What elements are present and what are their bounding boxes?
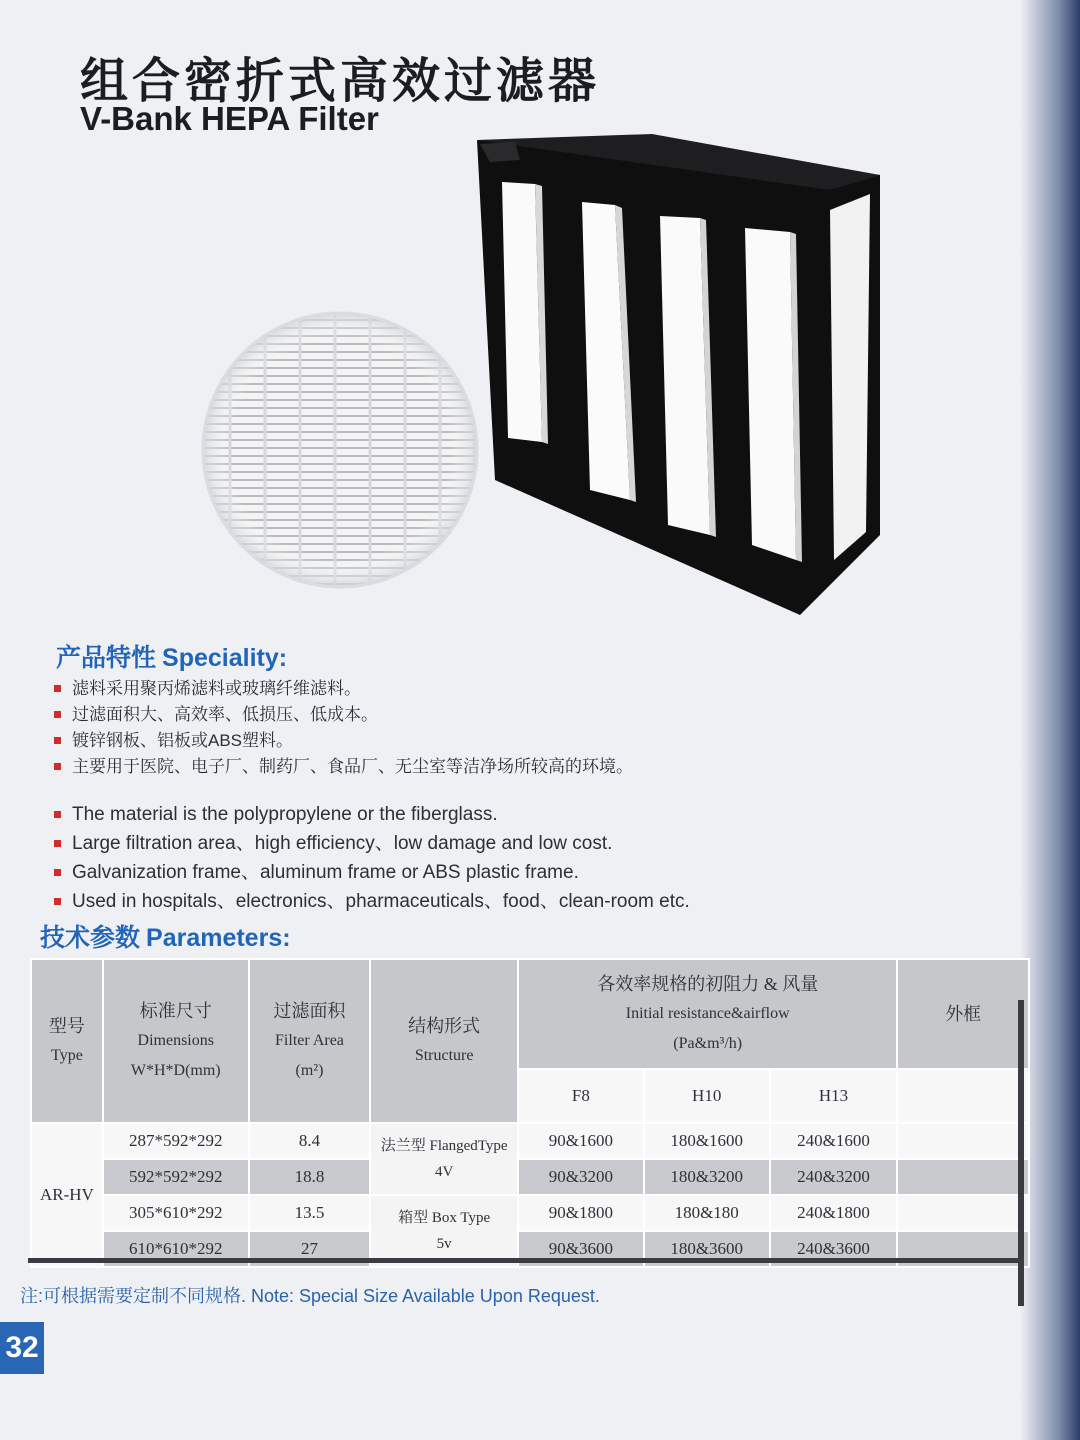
structure-box: 箱型 Box Type 5v	[370, 1195, 518, 1267]
list-item: 滤料采用聚丙烯滤料或玻璃纤维滤料。	[52, 676, 633, 702]
parameters-heading	[40, 918, 291, 954]
dimension-cell: 287*592*292	[103, 1123, 249, 1159]
list-item: Large filtration area、high efficiency、low damage and low cost.	[52, 829, 690, 858]
h13-cell: 240&3200	[770, 1159, 898, 1195]
structure-flanged: 法兰型 FlangedType 4V	[370, 1123, 518, 1195]
header-filter-area: 过滤面积 Filter Area (m²)	[249, 959, 371, 1123]
page-number: 32	[0, 1322, 44, 1374]
bullet-square-icon	[54, 811, 61, 818]
speciality-heading-cn: 产品特性	[56, 644, 157, 672]
page-title-chinese: 组合密折式高效过滤器	[80, 53, 601, 109]
area-cell: 27	[249, 1231, 371, 1267]
list-item: 镀锌钢板、铝板或ABS塑料。	[52, 728, 633, 754]
h10-cell: 180&3600	[644, 1231, 770, 1267]
list-item: Used in hospitals、electronics、pharmaceuticals、food、clean-room etc.	[52, 887, 690, 916]
h13-cell: 240&1800	[770, 1195, 898, 1231]
v-bank-filter-unit	[477, 134, 880, 615]
f8-cell: 90&1600	[518, 1123, 644, 1159]
bullet-square-icon	[54, 869, 61, 876]
header-frame: 外框	[897, 959, 1029, 1069]
table-row	[31, 1123, 1029, 1159]
h13-cell: 240&1600	[770, 1123, 898, 1159]
f8-cell: 90&3600	[518, 1231, 644, 1267]
frame-cell	[897, 1123, 1029, 1159]
bullet-square-icon	[54, 898, 61, 905]
parameters-heading-cn: 技术参数	[40, 924, 141, 952]
table-bottom-rule	[28, 1258, 1022, 1263]
h10-cell: 180&180	[644, 1195, 770, 1231]
footnote: 注:可根据需要定制不同规格. Note: Special Size Available Upon Request.	[20, 1286, 600, 1306]
speciality-heading-en: Speciality:	[162, 644, 288, 672]
area-cell: 18.8	[249, 1159, 371, 1195]
table-right-rule	[1018, 1000, 1024, 1306]
speciality-list-cn	[52, 676, 633, 780]
bullet-square-icon	[54, 711, 61, 718]
list-item: Galvanization frame、aluminum frame or ABS plastic frame.	[52, 858, 690, 887]
grade-h13: H13	[770, 1069, 898, 1123]
grade-f8: F8	[518, 1069, 644, 1123]
speciality-heading	[56, 638, 287, 674]
list-item: 主要用于医院、电子厂、制药厂、食品厂、无尘室等洁净场所较高的环境。	[52, 754, 633, 780]
table-row	[31, 1159, 1029, 1195]
h10-cell: 180&3200	[644, 1159, 770, 1195]
page-title-english: V-Bank HEPA Filter	[80, 100, 379, 137]
bullet-square-icon	[54, 840, 61, 847]
header-type: 型号 Type	[31, 959, 103, 1123]
parameters-heading-en: Parameters:	[146, 924, 291, 952]
bullet-square-icon	[54, 685, 61, 692]
bullet-square-icon	[54, 737, 61, 744]
dimension-cell: 305*610*292	[103, 1195, 249, 1231]
bullet-square-icon	[54, 763, 61, 770]
dimension-cell: 592*592*292	[103, 1159, 249, 1195]
list-item: The material is the polypropylene or the fiberglass.	[52, 800, 690, 829]
area-cell: 8.4	[249, 1123, 371, 1159]
frame-cell	[897, 1195, 1029, 1231]
table-header-row	[31, 959, 1029, 1069]
header-resistance: 各效率规格的初阻力 & 风量 Initial resistance&airflow (Pa&m³/h)	[518, 959, 897, 1069]
header-dimensions: 标准尺寸 Dimensions W*H*D(mm)	[103, 959, 249, 1123]
list-item: 过滤面积大、高效率、低损压、低成本。	[52, 702, 633, 728]
h10-cell: 180&1600	[644, 1123, 770, 1159]
speciality-list-en	[52, 800, 690, 916]
frame-cell	[897, 1159, 1029, 1195]
f8-cell: 90&3200	[518, 1159, 644, 1195]
type-value: AR-HV	[31, 1123, 103, 1267]
dimension-cell: 610*610*292	[103, 1231, 249, 1267]
frame-empty-cell	[897, 1069, 1029, 1123]
h13-cell: 240&3600	[770, 1231, 898, 1267]
parameters-table	[30, 958, 1030, 1268]
f8-cell: 90&1800	[518, 1195, 644, 1231]
area-cell: 13.5	[249, 1195, 371, 1231]
table-row	[31, 1195, 1029, 1231]
grade-h10: H10	[644, 1069, 770, 1123]
product-photo	[190, 120, 910, 620]
header-structure: 结构形式 Structure	[370, 959, 518, 1123]
